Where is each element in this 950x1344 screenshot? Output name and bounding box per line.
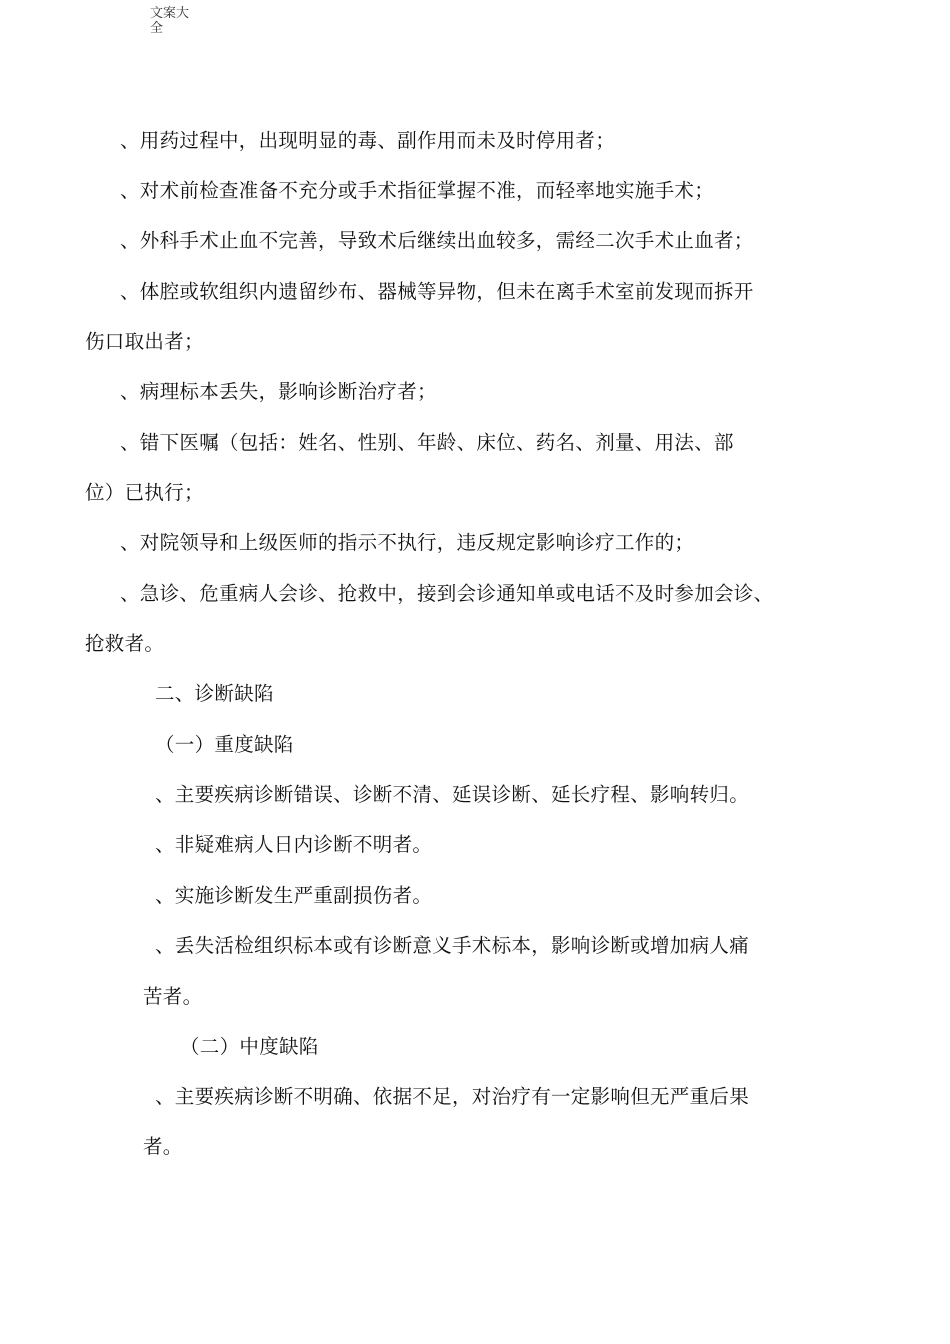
text-line: 、急诊、危重病人会诊、抢救中，接到会诊通知单或电话不及时参加会诊、 xyxy=(120,582,774,605)
text-line: 位）已执行； xyxy=(85,481,204,504)
text-line: 、体腔或软组织内遗留纱布、器械等异物，但未在离手术室前发现而拆开 xyxy=(120,280,754,303)
text-line: 、非疑难病人日内诊断不明者。 xyxy=(155,833,433,856)
subsection-heading: （一）重度缺陷 xyxy=(155,733,294,756)
text-line: 者。 xyxy=(143,1135,183,1158)
text-line: 、错下医嘱（包括：姓名、性别、年龄、床位、药名、剂量、用法、部 xyxy=(120,431,734,454)
text-line: 、用药过程中，出现明显的毒、副作用而未及时停用者； xyxy=(120,129,616,152)
page-header: 文案大全 xyxy=(150,6,190,36)
text-line: 抢救者。 xyxy=(85,632,165,655)
text-line: 、对术前检查准备不充分或手术指征掌握不准，而轻率地实施手术； xyxy=(120,179,715,202)
text-line: 、主要疾病诊断不明确、依据不足，对治疗有一定影响但无严重后果 xyxy=(155,1085,750,1108)
text-line: 、实施诊断发生严重副损伤者。 xyxy=(155,884,433,907)
text-line: 、外科手术止血不完善，导致术后继续出血较多，需经二次手术止血者； xyxy=(120,229,754,252)
text-line: 、丢失活检组织标本或有诊断意义手术标本，影响诊断或增加病人痛 xyxy=(155,934,750,957)
text-line: 、病理标本丢失，影响诊断治疗者； xyxy=(120,380,437,403)
text-line: 、对院领导和上级医师的指示不执行，违反规定影响诊疗工作的； xyxy=(120,531,695,554)
text-line: 、主要疾病诊断错误、诊断不清、延误诊断、延长疗程、影响转归。 xyxy=(155,783,750,806)
text-line: 苦者。 xyxy=(143,985,203,1008)
subsection-heading: （二）中度缺陷 xyxy=(180,1035,319,1058)
section-heading: 二、诊断缺陷 xyxy=(155,682,274,705)
text-line: 伤口取出者； xyxy=(85,330,204,353)
